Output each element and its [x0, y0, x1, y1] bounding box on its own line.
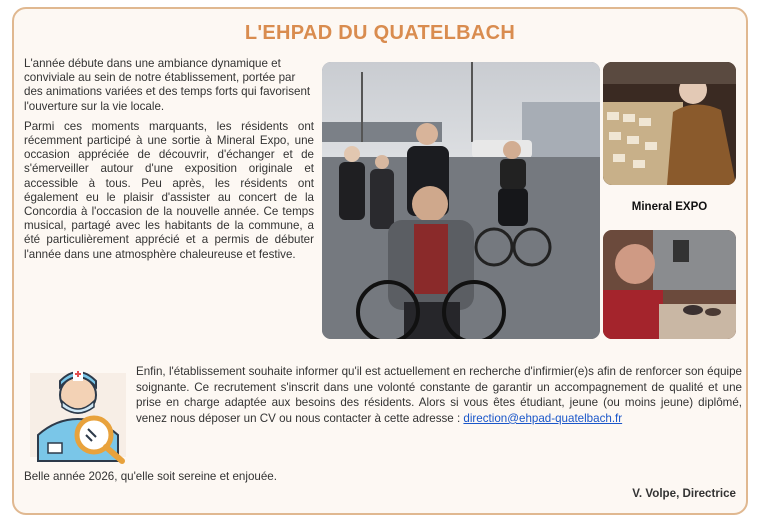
photo-caption: Mineral EXPO: [631, 201, 708, 213]
mineral-expo-photo-1: [603, 62, 736, 185]
new-year-wishes: Belle année 2026, qu'elle soit sereine et enjouée.: [24, 470, 277, 483]
contact-email-link[interactable]: direction@ehpad-quatelbach.fr: [463, 411, 623, 425]
mineral-expo-photo-2: [603, 230, 736, 339]
recruitment-body: Enfin, l'établissement souhaite informer qu'il est actuellement en recherche d'infirmier(e)s afin de renforcer son équipe soignante. Ce recrutement s'inscrit dans une volonté constante de garantir un accompagnement de qualité et une prise en charge adaptée aux besoins des résidents. Alors si vous êtes étudiant, jeune (ou moins jeune) diplômé, venez nous déposer un CV ou nous contacter à cette adresse :: [136, 365, 742, 425]
recruitment-text: [136, 364, 742, 426]
intro-paragraph-2: Parmi ces moments marquants, les résidents ont récemment participé à une sortie à Mineral Expo, une occasion appréciée de découvrir, d'échanger et de s'émerveiller autour d'une exposition originale et accessible à tous. Peu après, les résidents ont également eu le plaisir d'assister au concert de la Concordia à l'occasion de la nouvelle année. Ce temps musical, partagé avec les habitants de la commune, a été particulièrement apprécié et a permis de débuter l'année dans une atmosphère chaleureuse et festive.: [24, 119, 314, 261]
intro-paragraph-1: L'année débute dans une ambiance dynamique et conviviale au sein de notre établissement, portée par des animations variées et des temps forts qui favorisent l'ouverture sur la vie locale.: [24, 57, 311, 113]
page-title: L'EHPAD DU QUATELBACH: [244, 22, 516, 44]
outing-photo: [322, 62, 600, 339]
newsletter-card: [12, 7, 748, 515]
intro-text: [24, 57, 314, 268]
signature: V. Volpe, Directrice: [632, 487, 736, 500]
nurse-recruitment-icon: [26, 357, 130, 465]
